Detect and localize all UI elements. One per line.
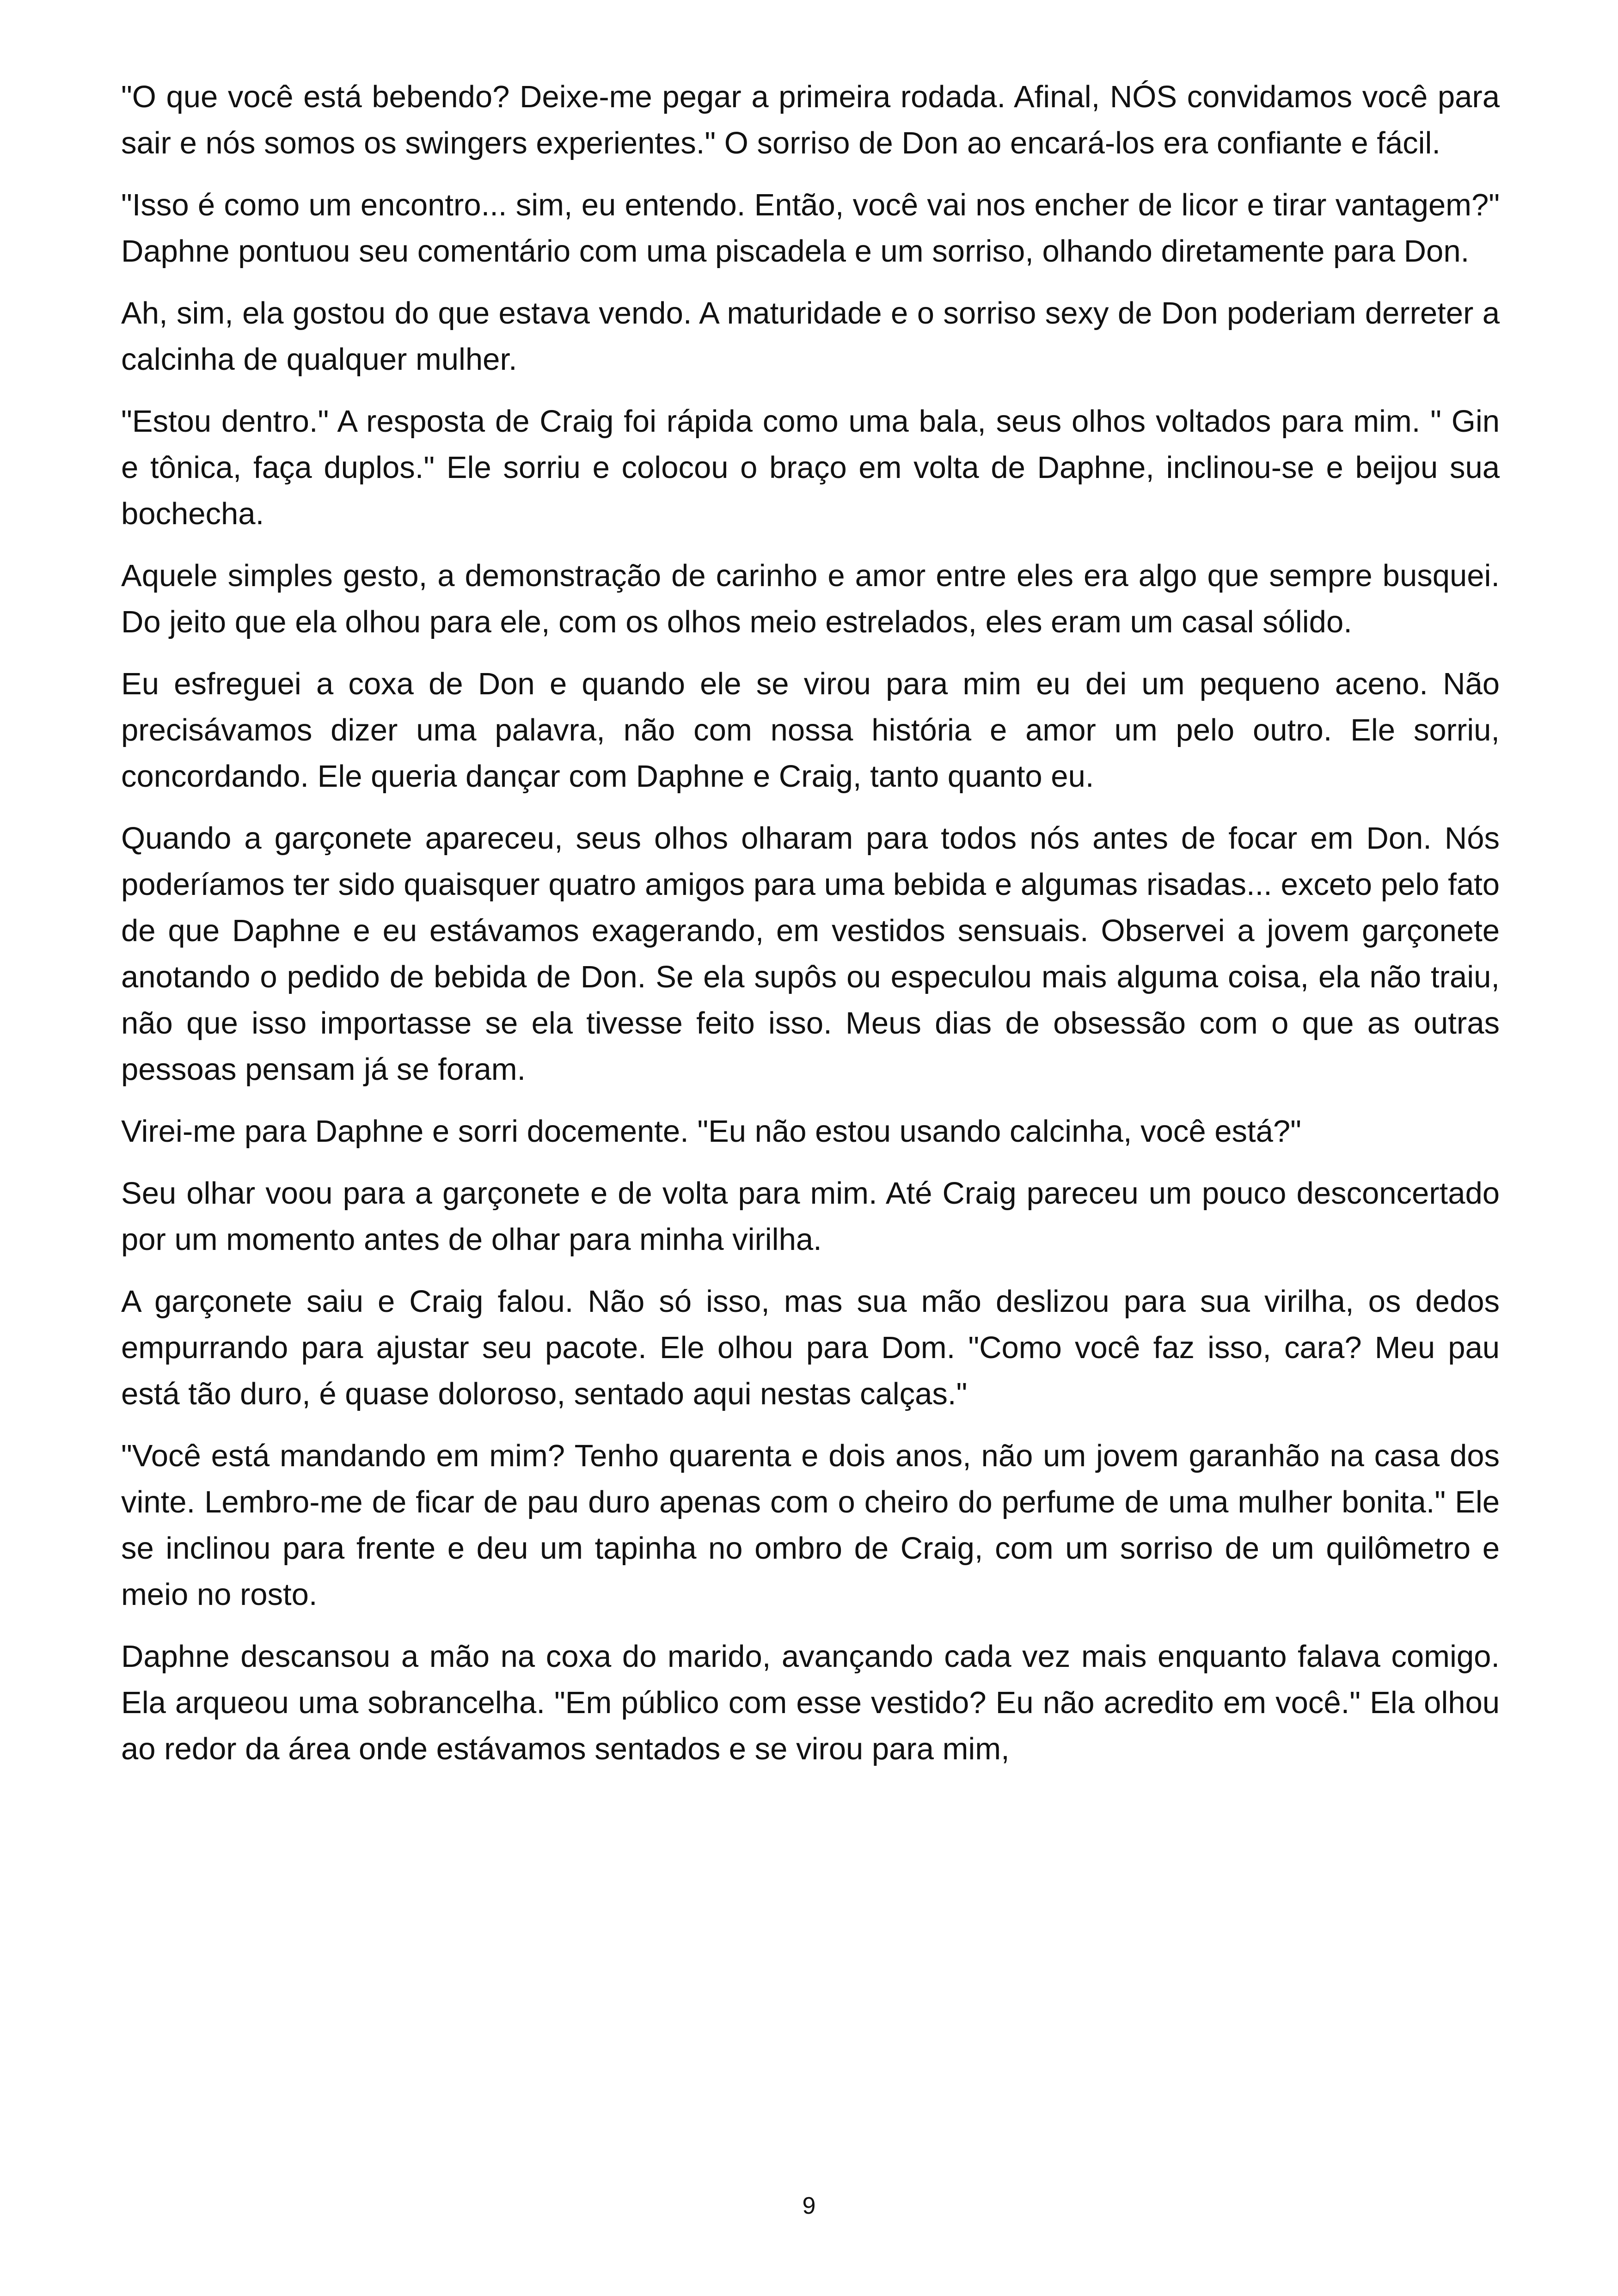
- paragraph: A garçonete saiu e Craig falou. Não só isso, mas sua mão deslizou para sua virilha, os dedos empurrando para ajustar seu pacote. Ele olhou para Dom. "Como você faz isso, cara? Meu pau está tão duro, é quase doloroso, sentado aqui nestas calças.": [121, 1284, 1500, 1411]
- paragraph: Ah, sim, ela gostou do que estava vendo. A maturidade e o sorriso sexy de Don poderiam derreter a calcinha de qualquer mulher.: [121, 296, 1500, 377]
- paragraph: "Isso é como um encontro... sim, eu entendo. Então, você vai nos encher de licor e tirar vantagem?" Daphne pontuou seu comentário com uma piscadela e um sorriso, olhando diretamente para Don.: [121, 188, 1500, 269]
- paragraph: Eu esfreguei a coxa de Don e quando ele se virou para mim eu dei um pequeno aceno. Não precisávamos dizer uma palavra, não com nossa história e amor um pelo outro. Ele sorriu, concordando. Ele queria dançar com Daphne e Craig, tanto quanto eu.: [121, 667, 1500, 794]
- body-text: [121, 74, 1500, 1788]
- paragraph: Virei-me para Daphne e sorri docemente. "Eu não estou usando calcinha, você está?": [121, 1114, 1301, 1149]
- paragraph: "Você está mandando em mim? Tenho quarenta e dois anos, não um jovem garanhão na casa dos vinte. Lembro-me de ficar de pau duro apenas com o cheiro do perfume de uma mulher bonita." Ele se inclinou para frente e deu um tapinha no ombro de Craig, com um sorriso de um quilômetro e meio no rosto.: [121, 1439, 1500, 1612]
- paragraph: Seu olhar voou para a garçonete e de volta para mim. Até Craig pareceu um pouco desconcertado por um momento antes de olhar para minha virilha.: [121, 1176, 1500, 1257]
- paragraph: Quando a garçonete apareceu, seus olhos olharam para todos nós antes de focar em Don. Nós poderíamos ter sido quaisquer quatro amigos para uma bebida e algumas risadas... exceto pelo fato de que Daphne e eu estávamos exagerando, em vestidos sensuais. Observei a jovem garçonete anotando o pedido de bebida de Don. Se ela supôs ou especulou mais alguma coisa, ela não traiu, não que isso importasse se ela tivesse feito isso. Meus dias de obsessão com o que as outras pessoas pensam já se foram.: [121, 821, 1500, 1087]
- page-number: 9: [802, 2192, 816, 2219]
- paragraph: Aquele simples gesto, a demonstração de carinho e amor entre eles era algo que sempre busquei. Do jeito que ela olhou para ele, com os olhos meio estrelados, eles eram um casal sólido.: [121, 558, 1500, 639]
- paragraph: "Estou dentro." A resposta de Craig foi rápida como uma bala, seus olhos voltados para mim. " Gin e tônica, faça duplos." Ele sorriu e colocou o braço em volta de Daphne, inclinou-se e beijou sua bochecha.: [121, 404, 1500, 531]
- paragraph: Daphne descansou a mão na coxa do marido, avançando cada vez mais enquanto falava comigo. Ela arqueou uma sobrancelha. "Em público com esse vestido? Eu não acredito em você." Ela olhou ao redor da área onde estávamos sentados e se virou para mim,: [121, 1639, 1500, 1766]
- paragraph: "O que você está bebendo? Deixe-me pegar a primeira rodada. Afinal, NÓS convidamos você para sair e nós somos os swingers experientes." O sorriso de Don ao encará-los era confiante e fácil.: [121, 80, 1500, 160]
